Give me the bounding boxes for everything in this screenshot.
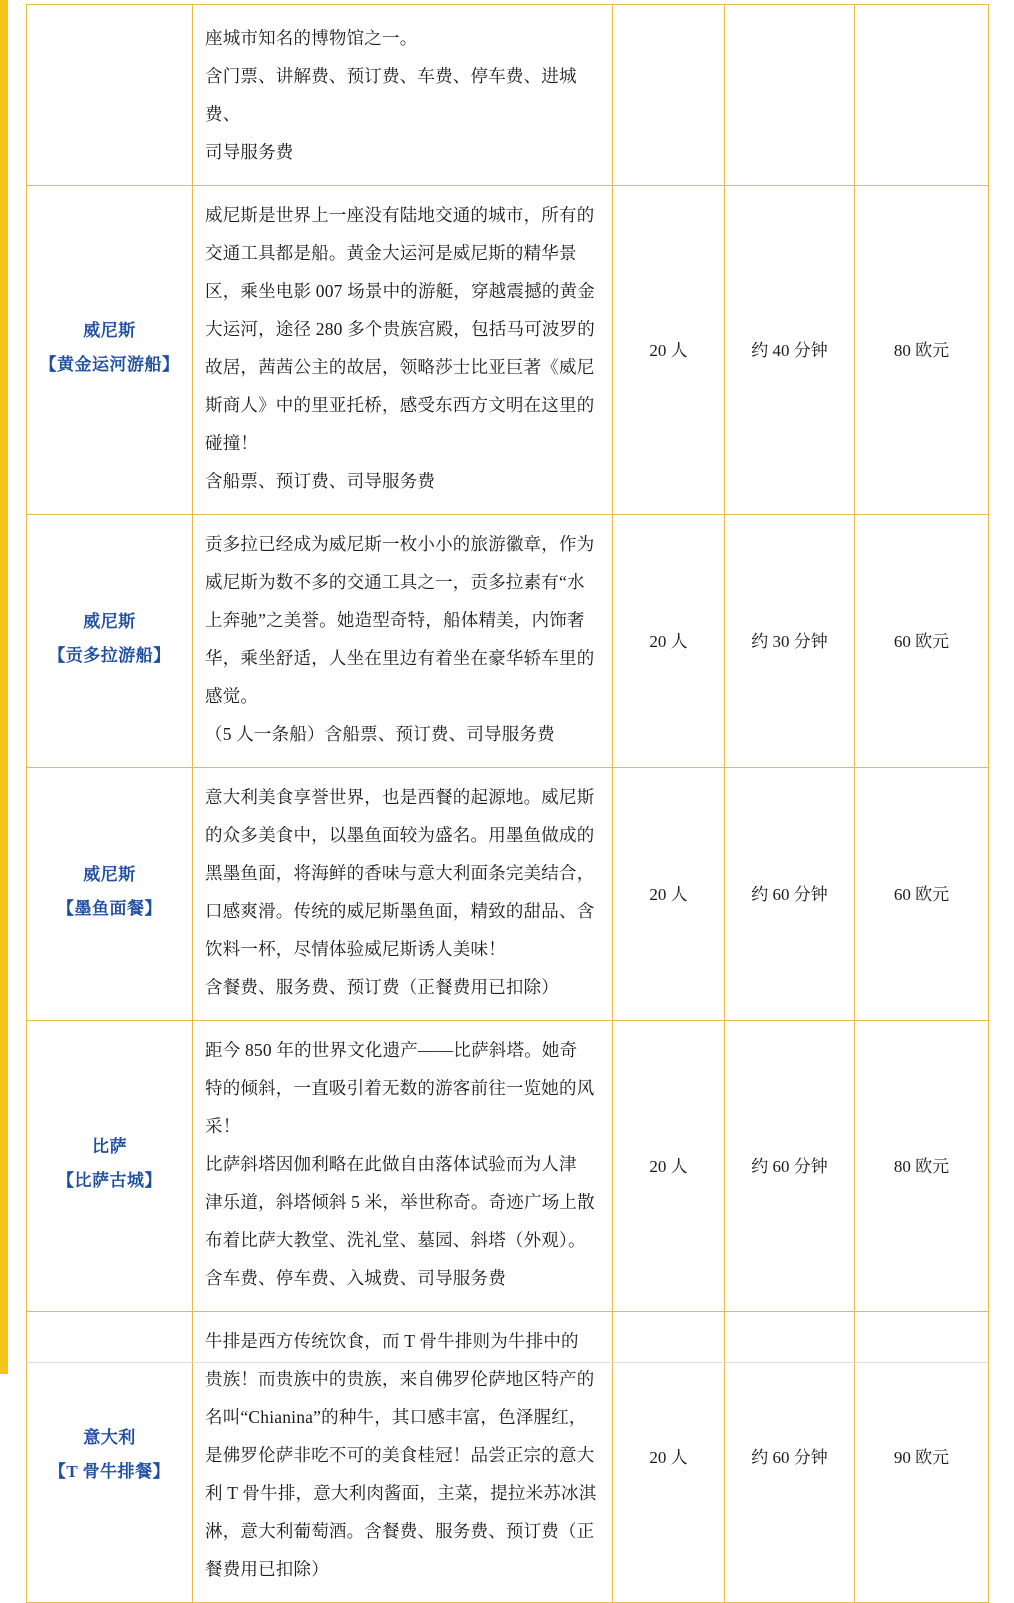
description-line: 碰撞！ xyxy=(205,433,259,453)
cell-duration: 约 60 分钟 xyxy=(725,1021,855,1312)
place-item: 【比萨古城】 xyxy=(57,1171,162,1190)
place-name: 威尼斯 xyxy=(83,865,136,884)
cell-price: 60 欧元 xyxy=(855,768,989,1021)
cell-place xyxy=(27,1312,193,1603)
description-line: 餐费用已扣除） xyxy=(205,1559,329,1579)
cell-quantity xyxy=(613,5,725,186)
cell-duration: 约 60 分钟 xyxy=(725,768,855,1021)
description-line: 津乐道，斜塔倾斜 5 米，举世称奇。奇迹广场上散 xyxy=(205,1192,595,1212)
description-line: 感觉。 xyxy=(205,686,259,706)
table-row xyxy=(27,1312,989,1603)
description-line: 黑墨鱼面，将海鲜的香味与意大利面条完美结合， xyxy=(205,863,595,883)
place-name: 威尼斯 xyxy=(83,612,136,631)
cell-duration xyxy=(725,5,855,186)
place-item: 【墨鱼面餐】 xyxy=(57,899,162,918)
place-item: 【黄金运河游船】 xyxy=(39,355,180,374)
place-item: 【T 骨牛排餐】 xyxy=(48,1462,171,1481)
cell-description xyxy=(193,768,613,1021)
cell-price: 80 欧元 xyxy=(855,186,989,515)
cell-place xyxy=(27,5,193,186)
cell-place xyxy=(27,1021,193,1312)
description-line: （5 人一条船）含船票、预订费、司导服务费 xyxy=(205,724,555,744)
cell-duration: 约 40 分钟 xyxy=(725,186,855,515)
table-row xyxy=(27,5,989,186)
description-line: 意大利美食享誉世界，也是西餐的起源地。威尼斯 xyxy=(205,787,595,807)
page-footer-divider xyxy=(26,1362,988,1363)
description-line: 大运河，途径 280 多个贵族宫殿，包括马可波罗的 xyxy=(205,319,595,339)
itinerary-table xyxy=(26,4,989,1603)
cell-description xyxy=(193,186,613,515)
table-row xyxy=(27,768,989,1021)
description-line: 的众多美食中，以墨鱼面较为盛名。用墨鱼做成的 xyxy=(205,825,595,845)
cell-quantity: 20 人 xyxy=(613,768,725,1021)
cell-quantity: 20 人 xyxy=(613,186,725,515)
description-line: 利 T 骨牛排，意大利肉酱面，主菜，提拉米苏冰淇 xyxy=(205,1483,597,1503)
description-line: 威尼斯是世界上一座没有陆地交通的城市，所有的 xyxy=(205,205,595,225)
place-item: 【贡多拉游船】 xyxy=(48,646,171,665)
description-line: 上奔驰”之美誉。她造型奇特，船体精美，内饰奢 xyxy=(205,610,585,630)
description-line: 含船票、预订费、司导服务费 xyxy=(205,471,436,491)
description-line: 司导服务费 xyxy=(205,142,294,162)
description-line: 距今 850 年的世界文化遗产——比萨斜塔。她奇 xyxy=(205,1040,578,1060)
place-name: 意大利 xyxy=(83,1428,136,1447)
cell-place xyxy=(27,768,193,1021)
cell-place xyxy=(27,186,193,515)
description-line: 斯商人》中的里亚托桥，感受东西方文明在这里的 xyxy=(205,395,595,415)
description-line: 布着比萨大教堂、洗礼堂、墓园、斜塔（外观）。 xyxy=(205,1230,586,1250)
description-line: 采！ xyxy=(205,1116,241,1136)
page-accent-bar xyxy=(0,0,8,1374)
cell-duration: 约 30 分钟 xyxy=(725,515,855,768)
table-row xyxy=(27,515,989,768)
cell-place xyxy=(27,515,193,768)
place-name: 比萨 xyxy=(92,1137,127,1156)
place-name: 威尼斯 xyxy=(83,321,136,340)
cell-description xyxy=(193,1021,613,1312)
cell-price: 60 欧元 xyxy=(855,515,989,768)
description-line: 含车费、停车费、入城费、司导服务费 xyxy=(205,1268,506,1288)
cell-description xyxy=(193,5,613,186)
cell-description xyxy=(193,1312,613,1603)
description-line: 饮料一杯，尽情体验威尼斯诱人美味！ xyxy=(205,939,506,959)
description-line: 比萨斜塔因伽利略在此做自由落体试验而为人津 xyxy=(205,1154,577,1174)
cell-quantity: 20 人 xyxy=(613,1312,725,1603)
cell-price xyxy=(855,5,989,186)
description-line: 交通工具都是船。黄金大运河是威尼斯的精华景 xyxy=(205,243,577,263)
description-line: 特的倾斜，一直吸引着无数的游客前往一览她的风 xyxy=(205,1078,595,1098)
description-line: 贡多拉已经成为威尼斯一枚小小的旅游徽章，作为 xyxy=(205,534,595,554)
description-line: 含门票、讲解费、预订费、车费、停车费、进城费、 xyxy=(205,66,577,124)
description-line: 贵族！而贵族中的贵族，来自佛罗伦萨地区特产的 xyxy=(205,1369,595,1389)
cell-duration: 约 60 分钟 xyxy=(725,1312,855,1603)
description-line: 牛排是西方传统饮食，而 T 骨牛排则为牛排中的 xyxy=(205,1331,579,1351)
description-line: 区，乘坐电影 007 场景中的游艇，穿越震撼的黄金 xyxy=(205,281,595,301)
table-row xyxy=(27,186,989,515)
description-line: 华，乘坐舒适，人坐在里边有着坐在豪华轿车里的 xyxy=(205,648,595,668)
description-line: 故居，茜茜公主的故居，领略莎士比亚巨著《威尼 xyxy=(205,357,595,377)
cell-price: 90 欧元 xyxy=(855,1312,989,1603)
description-line: 威尼斯为数不多的交通工具之一，贡多拉素有“水 xyxy=(205,572,585,592)
cell-quantity: 20 人 xyxy=(613,515,725,768)
description-line: 座城市知名的博物馆之一。 xyxy=(205,28,418,48)
cell-description xyxy=(193,515,613,768)
cell-quantity: 20 人 xyxy=(613,1021,725,1312)
description-line: 口感爽滑。传统的威尼斯墨鱼面，精致的甜品、含 xyxy=(205,901,595,921)
description-line: 含餐费、服务费、预订费（正餐费用已扣除） xyxy=(205,977,559,997)
table-row xyxy=(27,1021,989,1312)
description-line: 名叫“Chianina”的种牛，其口感丰富，色泽腥红， xyxy=(205,1407,587,1427)
cell-price: 80 欧元 xyxy=(855,1021,989,1312)
description-line: 是佛罗伦萨非吃不可的美食桂冠！品尝正宗的意大 xyxy=(205,1445,595,1465)
description-line: 淋，意大利葡萄酒。含餐费、服务费、预订费（正 xyxy=(205,1521,595,1541)
